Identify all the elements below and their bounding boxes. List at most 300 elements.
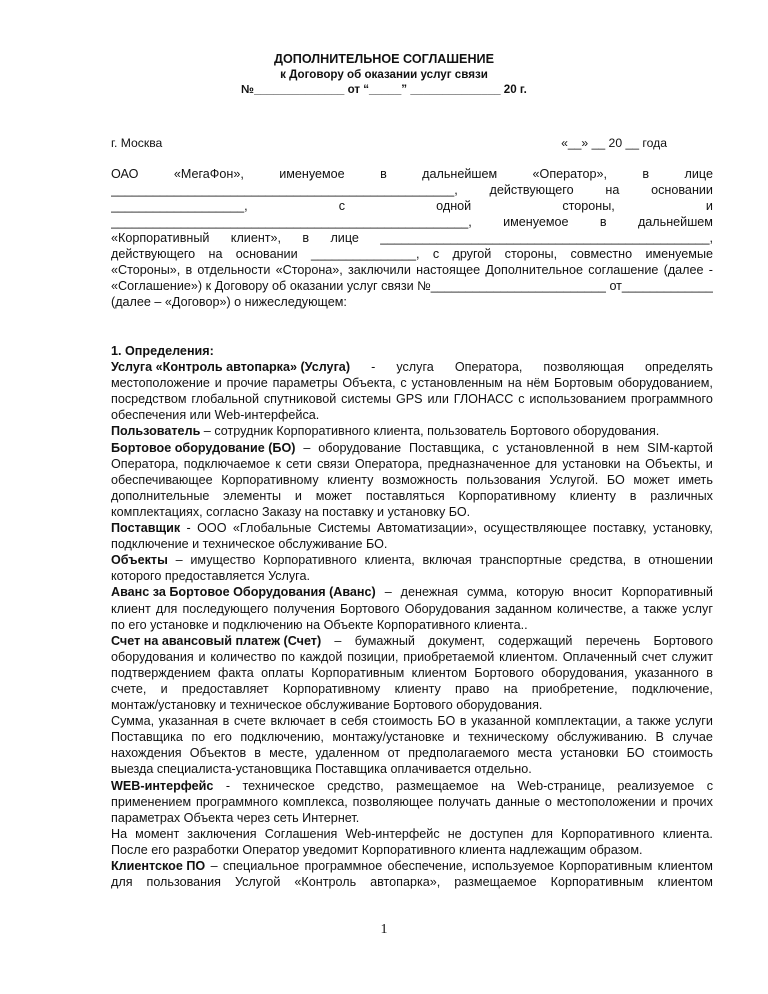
definition-word: размещаемое (454, 875, 537, 890)
preamble-word: от_____________ (609, 279, 713, 293)
document-title: ДОПОЛНИТЕЛЬНОЕ СОГЛАШЕНИЕ (274, 52, 494, 66)
definition-word: клиентом (411, 665, 467, 680)
definition-word: может (315, 488, 353, 503)
preamble-word: «Оператор», (532, 167, 608, 181)
preamble-word: основании (651, 183, 713, 197)
preamble (111, 166, 713, 310)
definition-word: заключения (187, 826, 257, 841)
definition-word: предоставляет (181, 681, 269, 696)
preamble-word: одной (436, 199, 472, 213)
definition-line (111, 761, 713, 777)
definition-word: БО (437, 714, 456, 729)
preamble-word: настоящее (416, 263, 481, 277)
agreement-date: «__» __ 20 __ года (561, 136, 667, 150)
definition-word: к (275, 456, 281, 471)
definition-word: Корпоративным (550, 875, 644, 890)
definition-line (111, 681, 713, 697)
definition-word: – (384, 585, 392, 600)
definition-word: Объекты, (645, 456, 701, 471)
definition-word: монтажу/установке (332, 730, 445, 745)
definition-word: определять (644, 360, 713, 375)
definition-word: услуги (675, 714, 713, 729)
definition-word: Оператора, (354, 456, 423, 471)
definition-word: подключение, (631, 681, 713, 696)
preamble-word: стороны, (562, 199, 615, 213)
definition-word: бумажный (354, 633, 415, 648)
definition-word: - (225, 778, 231, 793)
definition-word: количестве, (556, 601, 627, 616)
preamble-line (111, 214, 713, 230)
definition-word: посредством (111, 392, 187, 407)
definition-line (111, 423, 713, 439)
definition-line (111, 810, 713, 826)
definition-line (111, 649, 713, 665)
definition-word: установки (562, 456, 621, 471)
definition-line (111, 407, 713, 423)
definition-word: включает (270, 714, 326, 729)
definition-word: указанного (634, 665, 699, 680)
definition-word: данные (495, 794, 541, 809)
preamble-word: - (708, 263, 713, 277)
definition-word: иметь (678, 472, 713, 487)
definition-word: а (625, 714, 633, 729)
definition-word: программное (304, 859, 383, 873)
definition-word: для (155, 601, 178, 616)
definition-word: – (175, 553, 183, 568)
definition-line (111, 633, 713, 649)
definition-word: места (517, 746, 553, 761)
document-header (0, 52, 768, 97)
definition-word: ООО (197, 521, 227, 536)
defined-term: Аванс за Бортовое Оборудования (Аванс) (111, 585, 376, 600)
definition-word: «Контроль (294, 875, 357, 890)
preamble-word: _______________, (310, 247, 420, 261)
definition-word: содержащий (498, 633, 573, 648)
definition-word: по (281, 649, 295, 664)
definition-word: обеспечивающее (111, 472, 213, 487)
definition-word: стоимость (652, 746, 713, 761)
definition-line (111, 745, 713, 761)
definition-word: Бортового (474, 665, 534, 680)
definition-word: в (629, 488, 637, 503)
definition-word: установленным (411, 376, 503, 391)
document-number-line: №______________ от “_____” ______________ 20 г. (241, 83, 527, 96)
definition-line (111, 584, 713, 600)
preamble-word: связи (381, 279, 414, 293)
preamble-line (111, 262, 713, 278)
definition-word: нём (526, 376, 550, 391)
definition-word: позиции, (347, 649, 399, 664)
preamble-word: с (432, 247, 440, 261)
definition-word: глобальной (191, 392, 259, 407)
preamble-word: услуг (346, 279, 378, 293)
definition-word: местоположении (556, 794, 656, 809)
preamble-word: с (338, 199, 345, 213)
definition-word: прочие (226, 376, 268, 391)
definition-line (111, 472, 713, 488)
definition-word: поставку, (592, 521, 647, 536)
definition-word: Бортовым (554, 376, 614, 391)
preamble-word: в (599, 215, 607, 229)
definition-word: GPS (395, 392, 423, 407)
section-title: 1. Определения: (111, 344, 214, 358)
definition-word: денежная (400, 585, 459, 600)
preamble-line (111, 278, 713, 294)
definition-line (111, 794, 713, 810)
definition-word: указанная (158, 714, 219, 729)
document-subtitle: к Договору об оказании услуг связи (280, 68, 488, 81)
definition-word: документ, (428, 633, 485, 648)
preamble-line (111, 246, 713, 262)
definition-word: получения (273, 601, 335, 616)
preamble-word: в (185, 263, 193, 277)
definition-word: в (633, 553, 641, 568)
preamble-word: «МегаФон», (173, 167, 244, 181)
definition-line (111, 391, 713, 407)
definition-line (111, 456, 713, 472)
preamble-word: «Корпоративный (111, 231, 210, 245)
preamble-word: заключили (348, 263, 411, 277)
definition-word: размещаемое (396, 778, 479, 793)
definition-word: возможность (382, 472, 458, 487)
preamble-word: _______________________________________________, (380, 231, 713, 245)
preamble-word: лице (330, 231, 359, 245)
definition-line (111, 375, 713, 391)
definition-word: на (625, 456, 640, 471)
definition-word: которую (516, 585, 564, 600)
defined-term: Клиентское ПО (111, 859, 206, 873)
definition-word: с (492, 440, 499, 455)
definition-word: применением (111, 794, 192, 809)
preamble-word: основании (235, 247, 298, 261)
definition-word: «Глобальные (232, 521, 312, 536)
definition-line (111, 729, 713, 745)
defined-term: WEB-интерфейс (111, 778, 214, 793)
definition-word: предполагаемого (408, 746, 510, 761)
definition-word: последующего (182, 601, 269, 616)
definition-word: обеспечение, (387, 859, 467, 873)
definition-word: клиенту (569, 488, 616, 503)
definition-word: осуществляющее (483, 521, 587, 536)
definition-word: себя (341, 714, 368, 729)
preamble-word: в (380, 167, 387, 181)
preamble-word: «Сторона», (275, 263, 343, 277)
preamble-word: №_________________________ (417, 279, 606, 293)
preamble-word: и (705, 199, 713, 213)
definition-word: и (452, 730, 460, 745)
definition-text: подключение и техническое обслуживание БО. (111, 537, 388, 552)
definition-word: местоположение (111, 376, 210, 391)
preamble-word: другой (452, 247, 492, 261)
definition-word: Корпоративному (458, 488, 556, 503)
definition-line (111, 697, 713, 713)
definition-word: нахождения (111, 746, 182, 761)
definition-word: на (490, 778, 505, 793)
defined-term: Объекты (111, 553, 168, 568)
definition-word: услуга (396, 360, 434, 375)
definition-word: случае (672, 730, 713, 745)
definition-word: а (631, 601, 639, 616)
definition-word: доступен (469, 826, 524, 841)
definition-line (111, 488, 713, 504)
definition-word: Web-странице, (517, 778, 605, 793)
preamble-word: дальнейшем (637, 215, 713, 229)
definition-word: получать (438, 794, 491, 809)
definition-word: оборудование (318, 440, 402, 455)
definition-line (111, 713, 713, 729)
preamble-word: ОАО (111, 167, 139, 181)
city-date-line (111, 136, 667, 150)
definition-word: счете (233, 714, 266, 729)
definition-word: служит (671, 649, 713, 664)
definition-word: в (602, 440, 609, 455)
preamble-word: на (208, 247, 223, 261)
definition-word: Объекта, (342, 376, 396, 391)
definition-word: связи (317, 456, 350, 471)
definition-word: о (544, 794, 552, 809)
defined-term: Счет на авансовый платеж (Счет) (111, 633, 322, 648)
preamble-word: в (642, 167, 650, 181)
definition-text: по его установке и подключению на Объекте Корпоративного клиента.. (111, 617, 528, 632)
definition-word: Корпоративным (311, 665, 405, 680)
definitions-body (111, 359, 713, 890)
definition-word: подключению, (240, 730, 324, 745)
definition-word: установленной (506, 440, 595, 455)
definition-word: момент (135, 826, 180, 841)
preamble-word: оказании (289, 279, 344, 293)
definition-word: и (160, 681, 168, 696)
preamble-word: совместно (570, 247, 633, 261)
preamble-line (111, 198, 713, 214)
preamble-word: (далее – «Договор») о нижеследующем: (111, 295, 347, 309)
definition-word: пользования (466, 472, 541, 487)
definition-word: месте, (269, 746, 308, 761)
definition-word: оборудования, (541, 665, 628, 680)
preamble-line (111, 230, 713, 246)
definition-word: и (705, 456, 713, 471)
definition-line (111, 858, 713, 874)
preamble-word: Дополнительное (485, 263, 583, 277)
definition-word: клиентом. (499, 649, 558, 664)
definition-word: оплаты (261, 665, 304, 680)
definition-word: для (111, 875, 133, 890)
definition-text: обеспечения или Web-интерфейса. (111, 408, 320, 423)
definition-word: программного (630, 392, 713, 407)
definition-word: подтверждением (111, 665, 211, 680)
definition-word: элементы (223, 488, 282, 503)
definition-word: в (706, 665, 713, 680)
definition-text: комплектациях, согласно Заказу на поставку и установку БО. (111, 504, 471, 519)
definition-word: клиент (111, 601, 151, 616)
preamble-line (111, 182, 713, 198)
definition-word: Услугой (234, 875, 281, 890)
definition-line (111, 842, 713, 858)
definition-word: На (111, 826, 128, 841)
preamble-word: действующего (489, 183, 574, 197)
definition-word: на (507, 376, 522, 391)
definition-word: на (503, 681, 518, 696)
definition-word: установку, (653, 521, 713, 536)
definition-word: по (191, 730, 206, 745)
definition-word: или (427, 392, 449, 407)
defined-term: Бортовое оборудование (БО) (111, 440, 296, 455)
definition-word: дополнительные (111, 488, 210, 503)
definition-word: заданном (495, 601, 552, 616)
definition-word: Системы (317, 521, 371, 536)
definition-word: нем (616, 440, 640, 455)
definition-word: в (459, 714, 467, 729)
definition-word: SIM-картой (647, 440, 713, 455)
definition-word: средства, (569, 553, 627, 568)
definition-word: также (637, 714, 671, 729)
definition-word: приобретение, (531, 681, 618, 696)
definition-word: сумма, (467, 585, 508, 600)
definition-word: ГЛОНАСС (453, 392, 514, 407)
definition-word: прочих (672, 794, 713, 809)
definition-word: системы (341, 392, 392, 407)
definition-word: клиента, (364, 553, 415, 568)
definition-line (111, 601, 713, 617)
definition-word: Web-интерфейс (345, 826, 440, 841)
definition-word: подключаемое (183, 456, 271, 471)
definition-word: удаленном (315, 746, 380, 761)
definition-word: клиенту (327, 472, 374, 487)
definition-word: с (400, 376, 407, 391)
definition-text: монтаж/установку и техническое обслуживание Бортового оборудования. (111, 698, 543, 713)
definition-word: Сумма, (111, 714, 155, 729)
preamble-word: лице (684, 167, 713, 181)
definition-word: – (334, 633, 342, 648)
definition-word: клиентом (657, 875, 713, 890)
definition-word: программного (195, 794, 279, 809)
definition-word: и (214, 376, 222, 391)
definition-word: Оплаченный (562, 649, 637, 664)
definition-text: – сотрудник Корпоративного клиента, пользователь Бортового оборудования. (200, 424, 660, 439)
definition-word: вносит (572, 585, 613, 600)
preamble-word: соглашение (588, 263, 659, 277)
definition-word: реализуемое (617, 778, 695, 793)
definition-line (111, 568, 713, 584)
definition-word: - (371, 360, 376, 375)
page-number: 1 (380, 922, 388, 937)
definition-word: Автоматизации», (376, 521, 478, 536)
definition-word: обслуживанию. (556, 730, 648, 745)
definition-word: спутниковой (263, 392, 337, 407)
definition-line (111, 520, 713, 536)
definition-word: количество (210, 649, 277, 664)
definition-word: имущество (190, 553, 256, 568)
definition-word: клиента. (662, 826, 713, 841)
definition-text: После его разработки Оператор уведомит Корпоративного клиента надлежащим образом. (111, 842, 643, 857)
definition-word: и (660, 794, 668, 809)
definition-word: установки (560, 746, 619, 761)
definition-word: в (222, 714, 230, 729)
preamble-word: именуемые (645, 247, 713, 261)
defined-term: Услуга «Контроль автопарка» (Услуга) (111, 360, 351, 375)
definition-word: и (294, 488, 302, 503)
definition-word: техническому (468, 730, 549, 745)
definition-word: поставляться (365, 488, 445, 503)
definition-line (111, 874, 713, 890)
definition-line (111, 536, 713, 552)
definition-word: Оператора, (454, 360, 523, 375)
preamble-word: дальнейшем (422, 167, 498, 181)
definition-line (111, 665, 713, 681)
definition-word: Услугой. (549, 472, 599, 487)
definition-word: счете, (111, 681, 147, 696)
definition-word: включая (422, 553, 472, 568)
preamble-word: Договору (214, 279, 269, 293)
definition-word: предназначенное (427, 456, 531, 471)
definition-word: Корпоративного (561, 826, 655, 841)
preamble-word: об (272, 279, 287, 293)
definition-word: техническое (242, 778, 315, 793)
definition-word: в (254, 746, 261, 761)
definition-word: используемое (471, 859, 554, 873)
definition-word: Бортового (340, 601, 400, 616)
preamble-word: ___________________, (111, 199, 248, 213)
definition-word: использованием (529, 392, 626, 407)
definition-word: Бортового (653, 633, 713, 648)
definition-word: – (303, 440, 311, 455)
definition-text: которого предоставляется Услуга. (111, 569, 310, 584)
definition-text: параметрах Объекта через сеть Интернет. (111, 810, 360, 825)
preamble-word: ___________________________________________________, (111, 215, 472, 229)
preamble-word: «Стороны», (111, 263, 181, 277)
definition-line (111, 826, 713, 842)
definition-word: в (329, 714, 337, 729)
definition-word: факта (218, 665, 254, 680)
preamble-word: на (605, 183, 620, 197)
definition-word: не (447, 826, 462, 841)
preamble-word: _________________________________________________, (111, 183, 458, 197)
definition-word: средство, (327, 778, 384, 793)
definition-word: для (531, 826, 553, 841)
definition-word: – (210, 859, 218, 873)
definition-word: пользования (146, 875, 221, 890)
definition-word: может (633, 472, 670, 487)
definition-word: - (186, 521, 191, 536)
preamble-word: в (302, 231, 310, 245)
definition-word: с (706, 778, 713, 793)
definition-word: Корпоративному (282, 681, 381, 696)
definition-word: В (655, 730, 664, 745)
definition-word: также (643, 601, 678, 616)
definition-word: стоимость (372, 714, 433, 729)
definition-word: приобретаемой (403, 649, 495, 664)
definition-word: услуг (682, 601, 713, 616)
definition-word: отношении (648, 553, 713, 568)
definition-word: БО (606, 472, 625, 487)
definition-word: комплекса, (282, 794, 348, 809)
definition-word: Поставщика, (409, 440, 485, 455)
definition-line (111, 440, 713, 456)
definition-word: БО (626, 746, 645, 761)
preamble-word: «Соглашение») (111, 279, 203, 293)
definition-word: комплектации, (535, 714, 621, 729)
definition-word: сети (286, 456, 312, 471)
definition-word: различных (650, 488, 713, 503)
preamble-word: именуемое (503, 215, 569, 229)
defined-term: Пользователь (111, 424, 201, 439)
definition-line (111, 778, 713, 794)
definition-word: указанной (471, 714, 531, 729)
definition-word: счет (641, 649, 667, 664)
definition-word: позволяющее (352, 794, 434, 809)
preamble-word: к (205, 279, 212, 293)
preamble-word: клиент», (230, 231, 282, 245)
preamble-word: отдельности (197, 263, 271, 277)
